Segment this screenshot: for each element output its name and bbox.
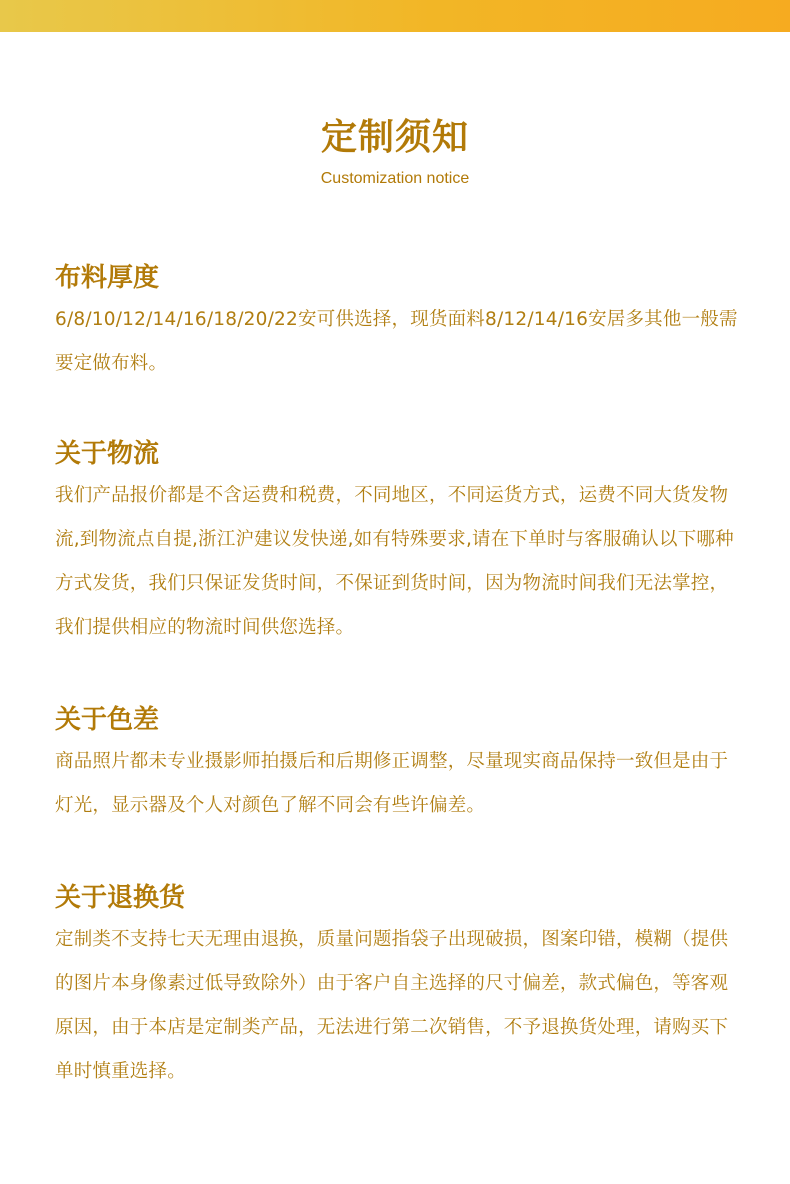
section-returns-exchanges — [55, 880, 745, 1094]
section-title: 关于物流 — [55, 439, 160, 469]
page-subtitle: Customization notice — [320, 170, 470, 187]
section-fabric-thickness — [55, 260, 745, 386]
section-body: 6/8/10/12/14/16/18/20/22安可供选择，现货面料8/12/14/16安居多其他一般需要定做布料。 — [55, 309, 738, 374]
section-title: 关于色差 — [55, 705, 160, 735]
section-body: 我们产品报价都是不含运费和税费，不同地区，不同运货方式，运费不同大货发物流,到物流点自提,浙江沪建议发快递,如有特殊要求,请在下单时与客服确认以下哪种方式发货，我们只保证发货时间，不保证到货时间，因为物流时间我们无法掌控，我们提供相应的物流时间供您选择。 — [55, 485, 734, 638]
page-title: 定制须知 — [320, 117, 469, 158]
section-body: 商品照片都未专业摄影师拍摄后和后期修正调整，尽量现实商品保持一致但是由于灯光，显示器及个人对颜色了解不同会有些许偏差。 — [55, 751, 729, 816]
section-logistics — [55, 436, 745, 650]
section-color-difference — [55, 702, 745, 828]
section-body: 定制类不支持七天无理由退换，质量问题指袋子出现破损，图案印错，模糊（提供的图片本身像素过低导致除外）由于客户自主选择的尺寸偏差，款式偏色，等客观原因，由于本店是定制类产品，无法进行第二次销售，不予退换货处理，请购买下单时慎重选择。 — [55, 929, 729, 1082]
page-header — [0, 114, 790, 190]
section-title: 关于退换货 — [55, 883, 186, 913]
top-accent-bar — [0, 0, 790, 32]
section-title: 布料厚度 — [55, 263, 160, 293]
